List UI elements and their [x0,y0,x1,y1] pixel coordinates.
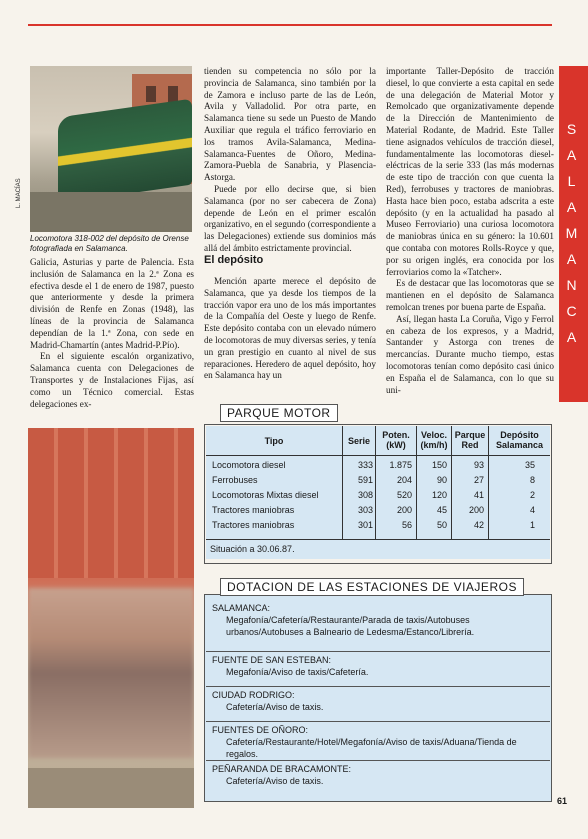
column-3 [386,66,554,396]
station-entry [206,721,550,762]
section-heading: El depósito [204,254,264,266]
paragraph: Puede por ello decirse que, si bien Salamanca (por no ser cabecera de Zona) depende de León en el primer escalón organizativo, en el segundo (correspondiente a las Delegaciones) extiende sus dominios más allá del ámbito estrictamente provincial. [204,183,376,253]
station-name: FUENTE DE SAN ESTEBAN: [212,655,332,665]
cell-deposito: 8 [529,475,535,485]
cell-veloc: 150 [431,460,447,470]
col-veloc: Veloc. (km/h) [420,430,448,450]
table-row [206,490,550,502]
cell-serie: 308 [357,490,373,500]
cell-veloc: 50 [436,520,447,530]
cell-veloc: 45 [436,505,447,515]
col-tipo: Tipo [264,436,284,446]
station-name: FUENTES DE OÑORO: [212,725,309,735]
photo-caption: Locomotora 318-002 del depósito de Orense fotografiada en Salamanca. [30,234,189,253]
parque-motor-title: PARQUE MOTOR [220,404,338,422]
station-services: Megafonía/Aviso de taxis/Cafetería. [226,667,369,677]
cell-poten: 1.875 [389,460,412,470]
train-photo [28,428,194,808]
top-rule [28,24,552,26]
cell-tipo: Tractores maniobras [212,505,295,515]
column-2 [204,66,376,255]
column-1 [30,257,194,410]
cell-veloc: 90 [436,475,447,485]
cell-serie: 333 [357,460,373,470]
page-number: 61 [557,796,568,806]
photo-credit: L. MACÍAS [16,178,22,208]
station-services: Cafetería/Aviso de taxis. [226,702,324,712]
table-header [206,426,550,456]
station-entry [206,686,550,715]
parque-motor-table [206,426,550,559]
paragraph: Mención aparte merece el depósito de Salamanca, que ya desde los tiempos de la tracción vapor era uno de los más importantes de la Compañía del Oeste y luego de Renfe. Este depósito contaba con un elevado número de locomotoras de muy diversas series, y tenía un gran prestigio en cuanto al nivel de sus reparaciones. Heredero de aquel depósito, hoy en Salamanca hay un [204,276,376,381]
cell-parque: 27 [473,475,484,485]
cell-poten: 204 [396,475,412,485]
column-2-continued [204,276,376,382]
cell-poten: 520 [396,490,412,500]
cell-parque: 200 [468,505,484,515]
station-name: CIUDAD RODRIGO: [212,690,295,700]
cell-serie: 301 [357,520,373,530]
paragraph: En el siguiente escalón organizativo, Salamanca cuenta con Delegaciones de Transportes y de Instalaciones Fijas, así como un Técnico comercial. Estas delegaciones ex- [30,351,194,409]
paragraph: Así, llegan hasta La Coruña, Vigo y Ferrol en cabeza de los expresos, y a Madrid, Santander y Astorga con trenes de mercancías. Durante mucho tiempo, estas locomotoras tenían como depósito casi único en España el de Salamanca, con lo que su uni- [386,313,554,395]
table-row [206,505,550,517]
col-deposito: Depósito Salamanca [495,430,544,450]
cell-tipo: Tractores maniobras [212,520,295,530]
section-tab-label: S A L A M A N C A [565,121,579,345]
paragraph: Galicia, Asturias y parte de Palencia. Esta inclusión de Salamanca en la 2.ª Zona es efectiva desde el 1 de enero de 1987, puesto que anteriormente y desde la primera división de Renfe en Zonas (1948), las líneas de la provincia de Salamanca dependían de la 1.ª Zona, con sede en Madrid-Chamartín (antes Madrid-P.Pío). [30,257,194,350]
table-row [206,460,550,472]
station-name: SALAMANCA: [212,603,271,613]
locomotive-photo [30,66,192,232]
station-services: Cafetería/Aviso de taxis. [226,776,324,786]
cell-deposito: 2 [529,490,535,500]
cell-parque: 42 [473,520,484,530]
cell-serie: 303 [357,505,373,515]
cell-parque: 93 [473,460,484,470]
station-services: Megafonía/Cafetería/Restaurante/Parada de taxis/Autobuses urbanos/Autobuses a Balneario de Ledesma/Estanco/Librería. [226,615,475,637]
cell-poten: 200 [396,505,412,515]
cell-tipo: Locomotora diesel [212,460,286,470]
cell-tipo: Ferrobuses [212,475,258,485]
station-entry [206,600,550,640]
table-row [206,475,550,487]
paragraph: Es de destacar que las locomotoras que se mantienen en el depósito de Salamanca remolcan trenes por buena parte de España. [386,278,554,312]
table-row [206,520,550,532]
station-entry [206,760,550,789]
station-services: Cafetería/Restaurante/Hotel/Megafonía/Aviso de taxis/Aduana/Tienda de regalos. [226,737,517,759]
dotacion-title: DOTACION DE LAS ESTACIONES DE VIAJEROS [220,578,524,596]
station-entry [206,651,550,680]
cell-parque: 41 [473,490,484,500]
cell-tipo: Locomotoras Mixtas diesel [212,490,319,500]
col-poten: Poten. (kW) [382,430,410,450]
cell-deposito: 4 [529,505,535,515]
cell-poten: 56 [401,520,412,530]
cell-deposito: 35 [524,460,535,470]
station-name: PEÑARANDA DE BRACAMONTE: [212,764,352,774]
cell-serie: 591 [357,475,373,485]
paragraph: importante Taller-Depósito de tracción diesel, lo que convierte a esta capital en sede de una delegación de Material Motor y Remolcado que organizativamente depende de la Dirección de Mantenimiento de Material Rodante, de Madrid. Este Taller tiene asignados vehículos de tracción diesel, fundamentalmente las locomotoras diesel-eléctricas de la serie 333 (las más modernas de este tipo de tracción con que cuenta la Red), ferrobuses y tractores de maniobras. Hasta hace bien poco, estaba adscrita a este depósito (y en la actualidad ha pasado al Museo Ferroviario) una curiosa locomotora de maniobras única en su género: la 10.601 que contaba con motores Rolls-Royce y que, por su origen inglés, era conocida por los ferroviarios como la «Tatcher». [386,66,554,277]
table-footnote: Situación a 30.06.87. [206,539,550,557]
col-serie: Serie [347,436,371,446]
cell-veloc: 120 [431,490,447,500]
col-parque: Parque Red [454,430,486,450]
paragraph: tienden su competencia no sólo por la provincia de Salamanca, sino también por la de Zamora e incluso parte de las de León, Avila y Valladolid. Por otra parte, en Salamanca tiene su sede un Puesto de Mando Auxiliar que regula el tráfico ferroviario en los tramos Avila-Salamanca, Medina-Salamanca-Fuentes de Oñoro, Medina-Zamora-Puebla de Sanabria, y Plasencia-Astorga. [204,66,376,183]
cell-deposito: 1 [529,520,535,530]
